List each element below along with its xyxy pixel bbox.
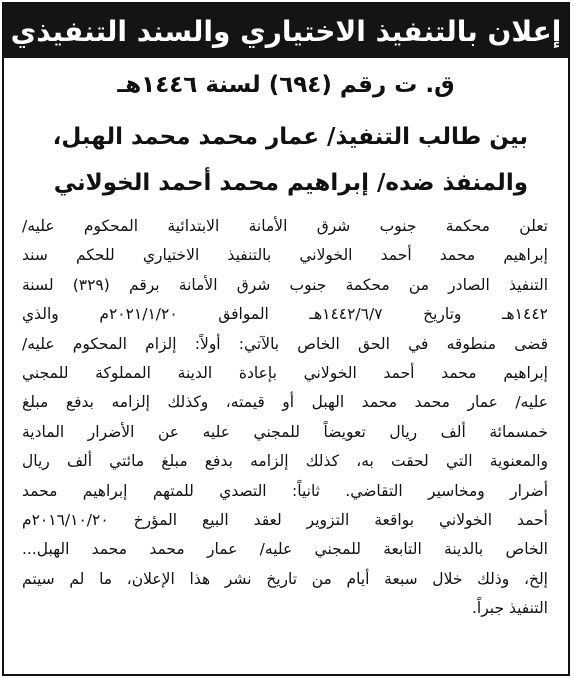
body-line: إبراهيم محمد أحمد الخولاني بإعادة الدينة المملوكة للمجني bbox=[22, 364, 548, 383]
case-number: ق. ت رقم (٦٩٤) لسنة ١٤٤٦هـ bbox=[117, 72, 455, 98]
body-line: خمسمائة ألف ريال تعويضاً للمجني عليه عن الأضرار المادية bbox=[22, 422, 548, 441]
body-line: التنفيذ جبراً. bbox=[471, 599, 548, 618]
body-line: تعلن محكمة جنوب شرق الأمانة الابتدائية المحكوم عليه/ bbox=[22, 217, 548, 235]
body-line: والمعنوية التي لحقت به، كذلك إلزامه بدفع مبلغ مائتي ألف ريال bbox=[22, 452, 548, 471]
body-line: إلخ، وذلك خلال سبعة أيام من تاريخ نشر هذا الإعلان، ما لم سيتم bbox=[22, 569, 548, 588]
body-line: الخاص بالدينة التابعة للمجني عليه/ عمار محمد محمد الهبل... bbox=[22, 540, 548, 559]
body-line: أحمد الخولاني بواقعة التزوير لعقد البيع المؤرخ ٢٠١٦/١٠/٢٠م bbox=[22, 511, 548, 530]
body-line: إبراهيم محمد أحمد الخولاني بالتنفيذ الاختياري للحكم سند bbox=[22, 246, 548, 265]
notice-body bbox=[22, 212, 548, 624]
body-line: أضرار ومخاسير التقاضي. ثانياً: التصدي للمتهم إبراهيم محمد bbox=[22, 481, 548, 500]
body-line: عليه/ عمار محمد محمد الهبل أو قيمته، وكذلك إلزامه بدفع مبلغ bbox=[22, 393, 548, 412]
legal-notice bbox=[2, 2, 570, 676]
notice-title: إعلان بالتنفيذ الاختياري والسند التنفيذي bbox=[10, 14, 562, 48]
respondent-line: والمنفذ ضده/ إبراهيم محمد أحمد الخولاني bbox=[53, 170, 528, 196]
body-line: قضى منطوقه في الحق الخاص بالآتي: أولاً: إلزام المحكوم عليه/ bbox=[22, 334, 548, 353]
notice-banner bbox=[4, 4, 568, 58]
body-line: ١٤٤٢هـ وتاريخ ١٤٤٢/٦/٧هـ الموافق ٢٠٢١/١/٢٠م والذي bbox=[22, 305, 548, 324]
applicant-line: بين طالب التنفيذ/ عمار محمد محمد الهبل، bbox=[52, 124, 528, 150]
body-line: التنفيذ الصادر من محكمة جنوب شرق الأمانة برقم (٣٢٩) لسنة bbox=[22, 275, 548, 294]
